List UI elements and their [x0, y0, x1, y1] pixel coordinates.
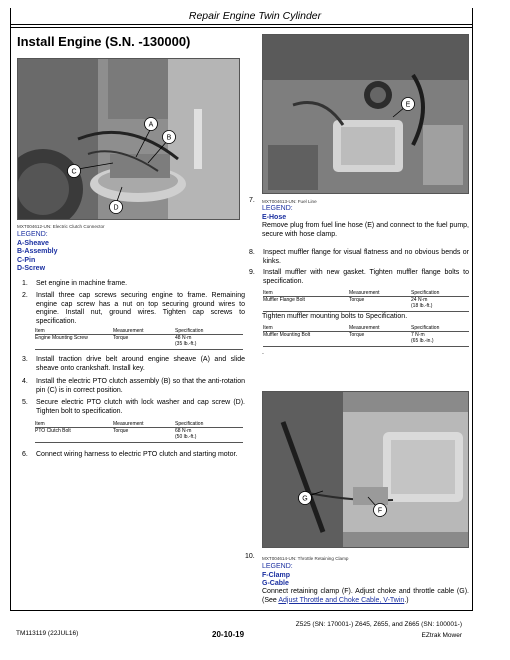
callout-a: A — [148, 121, 154, 129]
legend-item: C-Pin — [17, 256, 36, 264]
figure2-caption: MXT004613-UN: Fuel Line — [262, 199, 317, 204]
electric-clutch-illustration — [18, 59, 240, 220]
legend-item: F-Clamp — [262, 571, 290, 579]
spec-table-engine — [35, 327, 243, 350]
col-measurement: Measurement — [349, 324, 411, 332]
footer-rule — [10, 610, 473, 611]
cell-item: PTO Clutch Bolt — [35, 428, 113, 443]
col-specification: Specification — [175, 327, 243, 335]
step-number: 2. — [22, 292, 28, 299]
step-text: Remove plug from fuel line hose (E) and connect to the fuel pump, secure with hose clamp. — [262, 222, 469, 238]
legend-item: G-Cable — [262, 580, 289, 587]
callout-b: B — [166, 134, 172, 142]
spec-table-muffler-mount — [263, 324, 469, 347]
step-text: Set engine in machine frame. — [36, 280, 128, 287]
throttle-clamp-illustration — [263, 392, 469, 548]
cell-measurement: Torque — [113, 335, 175, 350]
step-text: Secure electric PTO clutch with lock washer and cap screw (D). Tighten bolt to specification. — [36, 399, 245, 415]
cell-spec — [175, 335, 243, 350]
step-text: Install three cap screws securing engine to frame. Remaining engine cap screw has a nut on top securing ground wires to engine. Install nut, ground wires. Tighten cap screws to specification. — [36, 292, 245, 325]
col-item: Item — [35, 327, 113, 335]
cell-spec — [411, 332, 469, 347]
figure3-caption: MXT004614-UN: Throttle Retaining Clamp — [262, 556, 349, 561]
figure2-legend — [262, 205, 293, 222]
step-text: Install muffler with new gasket. Tighten muffler flange bolts to specification. — [263, 269, 469, 285]
col-specification: Specification — [411, 289, 469, 297]
step-text: Inspect muffler flange for visual flatness and no obvious bends or kinks. — [263, 249, 469, 265]
cell-measurement: Torque — [113, 428, 175, 443]
dot-text: . — [262, 349, 264, 356]
cell-spec — [175, 428, 243, 443]
figure1-caption: MXT004612-UN: Electric Clutch Connector — [17, 224, 105, 229]
cell-spec — [411, 297, 469, 312]
legend-title: LEGEND: — [17, 231, 48, 238]
cell-item: Muffler Flange Bolt — [263, 297, 349, 312]
table-row — [263, 332, 469, 347]
legend-item: A-Sheave — [17, 239, 49, 247]
table-row — [35, 428, 243, 443]
footer-page-number: 20-10-19 — [212, 630, 245, 639]
step-number: 9. — [249, 269, 255, 276]
cell-item: Muffler Mounting Bolt — [263, 332, 349, 347]
callout-g: G — [302, 495, 308, 503]
spec-imperial: (35 lb.-ft.) — [175, 340, 197, 347]
spec-imperial: (50 lb.-ft.) — [175, 433, 197, 440]
step-number: 7. — [249, 197, 255, 204]
spec-metric: 68 N·m — [175, 428, 192, 434]
callout-e: E — [405, 101, 411, 109]
footer-product: EZtrak Mower — [421, 632, 462, 639]
fuel-line-photo — [262, 34, 469, 194]
spec-table-muffler-flange — [263, 289, 469, 312]
step-text: Install the electric PTO clutch assembly (B) so that the anti-rotation pin (C) is in correct position. — [36, 378, 245, 394]
footer-model: Z525 (SN: 170001-) Z645, Z655, and Z665 (SN: 100001-) — [295, 621, 462, 628]
callout-f: F — [377, 507, 383, 515]
step-number: 3. — [22, 356, 28, 363]
figure1-legend — [17, 231, 57, 274]
callout-c: C — [71, 168, 77, 176]
step-number: 1. — [22, 280, 28, 287]
col-measurement: Measurement — [113, 420, 175, 428]
step-number: 6. — [22, 451, 28, 458]
header-title: Repair Engine Twin Cylinder — [188, 10, 322, 22]
electric-clutch-photo — [17, 58, 240, 220]
cell-measurement: Torque — [349, 297, 411, 312]
col-specification: Specification — [175, 420, 243, 428]
step-text: Install traction drive belt around engine sheave (A) and slide sheave onto crankshaft. Install key. — [36, 356, 245, 372]
footer-doc-id: TM113119 (22JUL16) — [16, 630, 79, 637]
legend-item: B-Assembly — [17, 248, 58, 255]
step-number: 10. — [245, 553, 255, 560]
legend-item: E-Hose — [262, 213, 287, 221]
cell-measurement: Torque — [349, 332, 411, 347]
legend-title: LEGEND: — [262, 205, 293, 212]
step-text-after: .) — [404, 596, 409, 604]
col-specification: Specification — [411, 324, 469, 332]
spec-imperial: (65 lb.-in.) — [411, 337, 434, 344]
step-number: 5. — [22, 399, 28, 406]
step-text: Tighten muffler mounting bolts to Specification. — [262, 313, 408, 320]
table-row — [263, 297, 469, 312]
spec-metric: 7 N·m — [411, 332, 425, 338]
spec-metric: 24 N·m — [411, 297, 428, 303]
callout-d: D — [113, 204, 119, 212]
throttle-clamp-photo — [262, 391, 469, 548]
spec-metric: 48 N·m — [175, 335, 192, 341]
section-title: Install Engine (S.N. -130000) — [17, 34, 191, 49]
legend-title: LEGEND: — [262, 563, 293, 570]
header-rule — [10, 24, 473, 25]
col-item: Item — [263, 324, 349, 332]
spec-table-pto — [35, 420, 243, 443]
spec-imperial: (18 lb.-ft.) — [411, 302, 433, 309]
legend-item: D-Screw — [17, 265, 46, 272]
cell-item: Engine Mounting Screw — [35, 335, 113, 350]
col-measurement: Measurement — [113, 327, 175, 335]
col-measurement: Measurement — [349, 289, 411, 297]
step-text — [262, 588, 469, 605]
col-item: Item — [35, 420, 113, 428]
step-number: 8. — [249, 249, 255, 256]
figure3-legend — [262, 563, 293, 589]
header-rule-thin — [10, 27, 473, 28]
step-text-before: Connect retaining clamp (F). Adjust choke and throttle cable (G). (See — [262, 588, 469, 604]
adjust-throttle-link[interactable]: Adjust Throttle and Choke Cable, V-Twin — [278, 596, 405, 604]
step-text: Connect wiring harness to electric PTO clutch and starting motor. — [36, 451, 238, 458]
table-row — [35, 335, 243, 350]
step-number: 4. — [22, 378, 28, 385]
fuel-line-illustration — [263, 35, 469, 194]
col-item: Item — [263, 289, 349, 297]
